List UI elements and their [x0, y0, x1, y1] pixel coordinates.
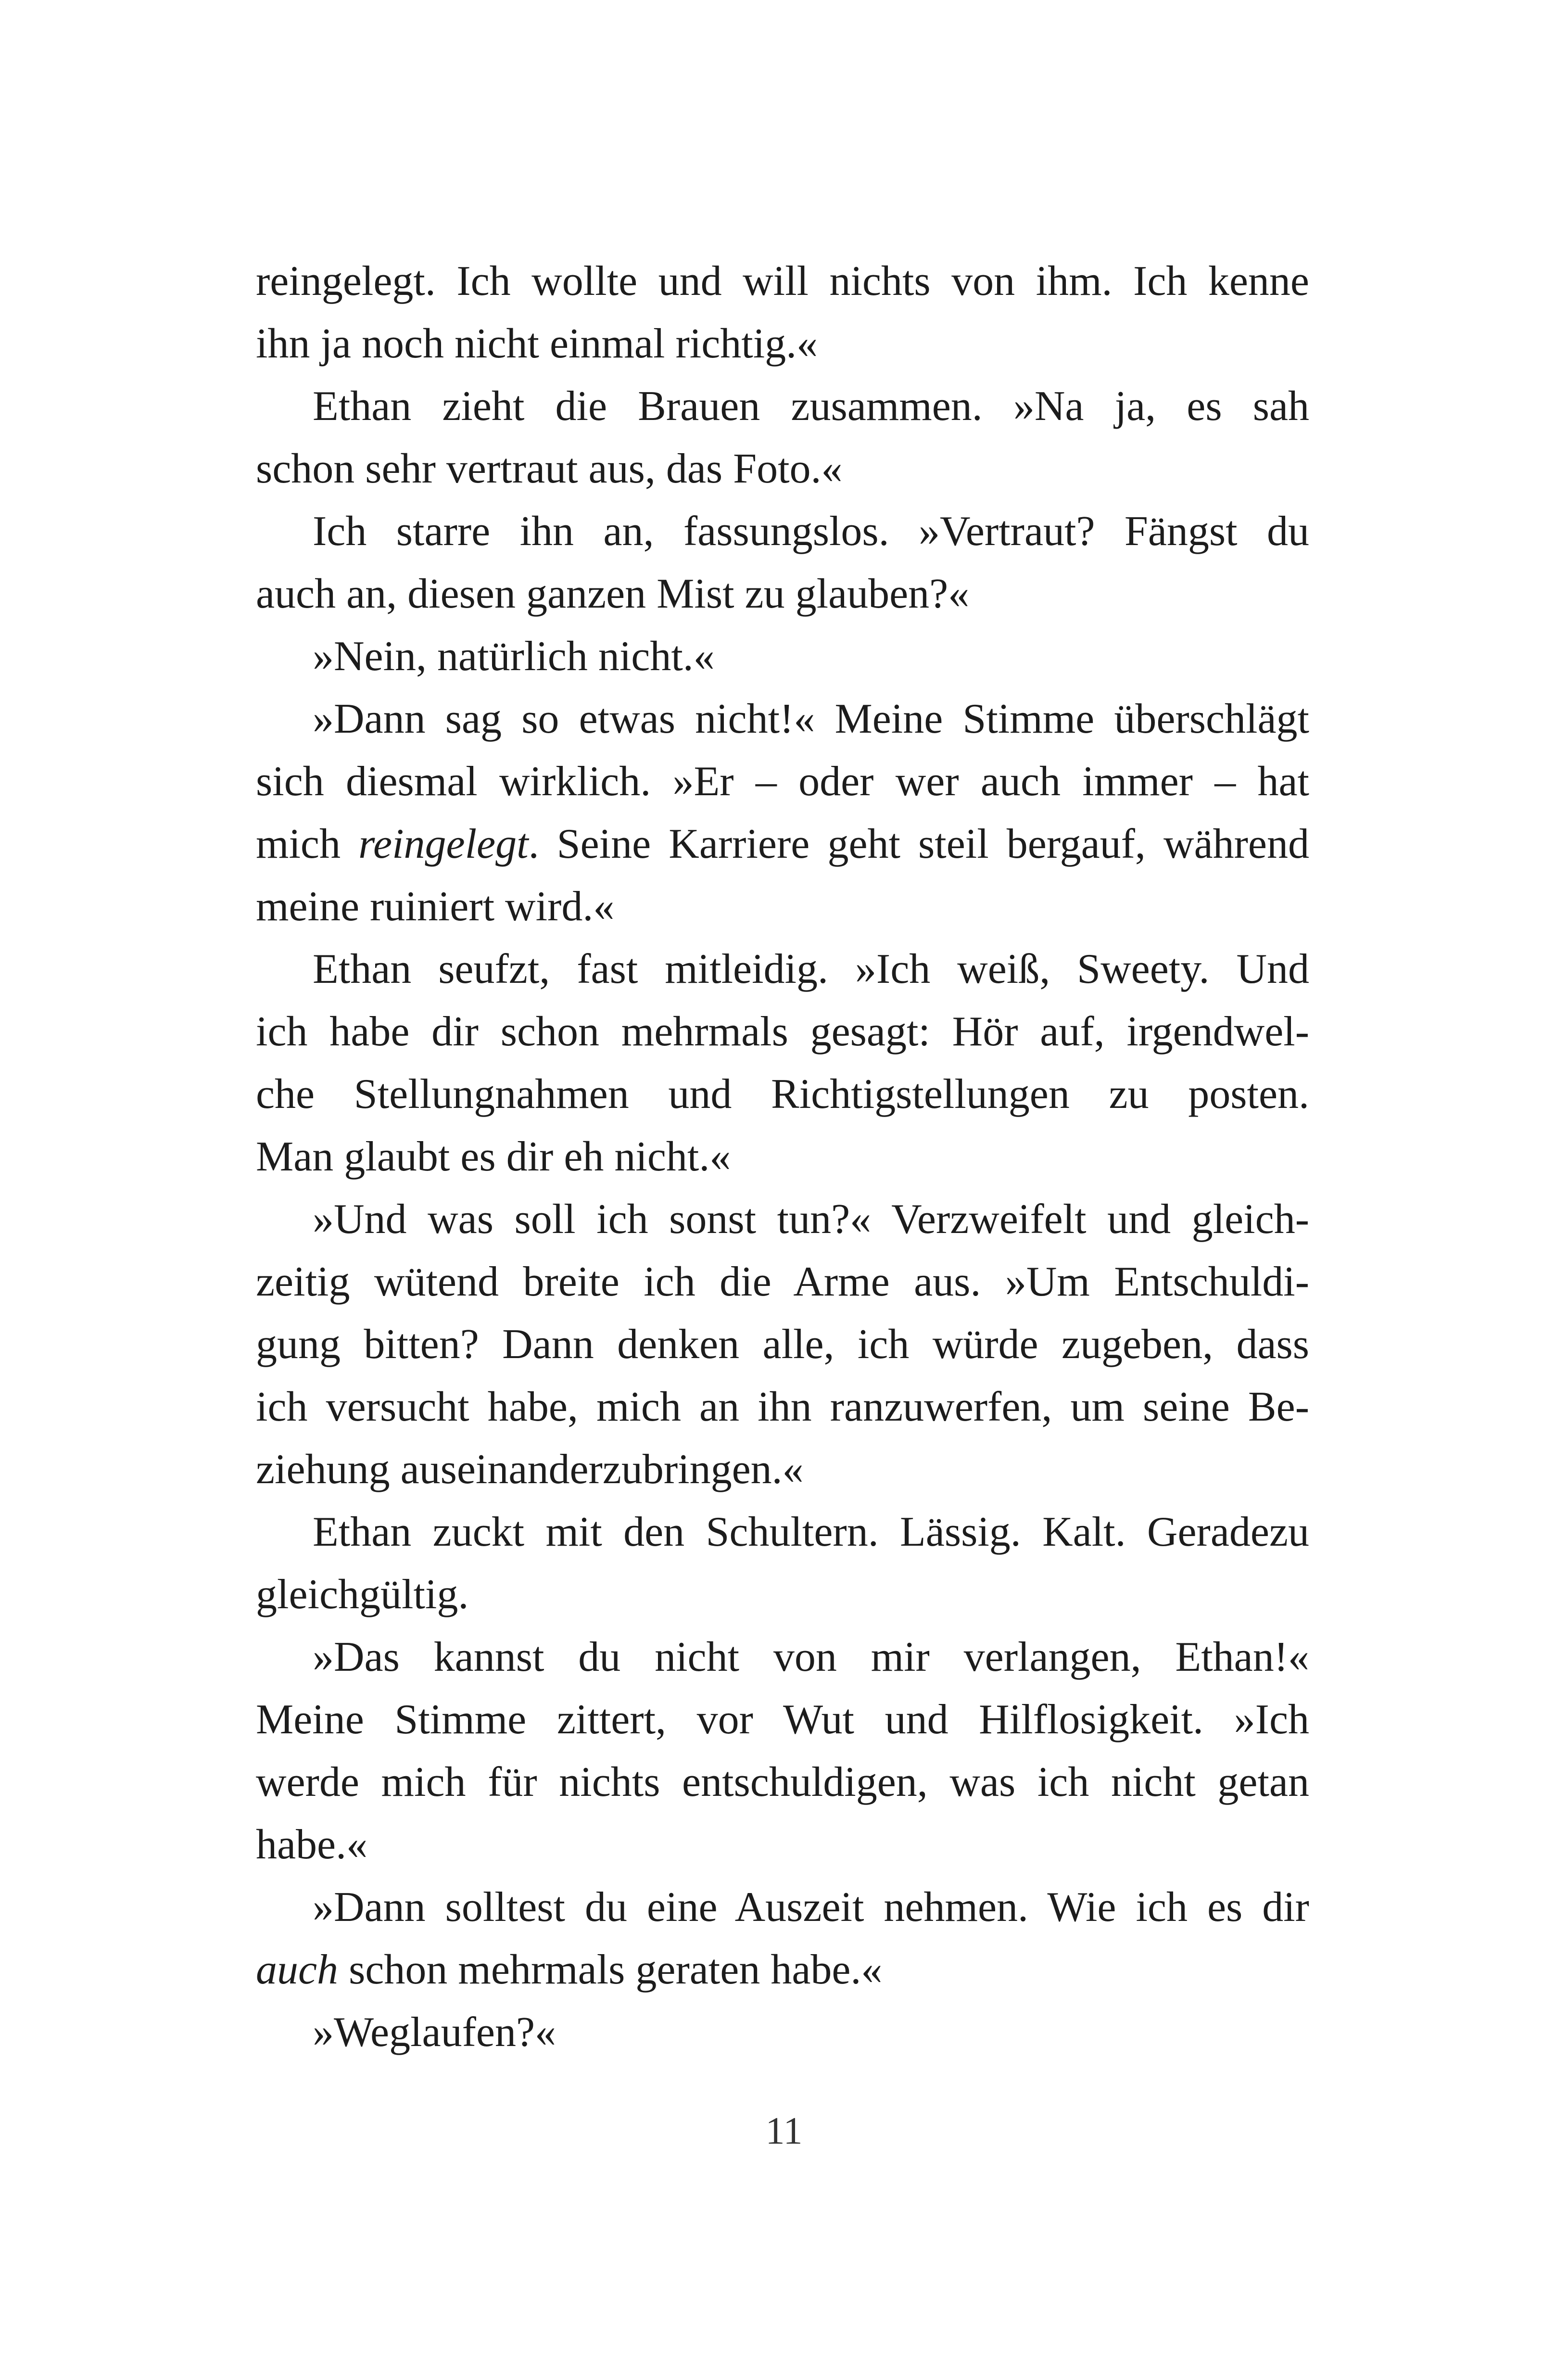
text-line: [256, 1814, 367, 1876]
text-span: gung bitten? Dann denken alle, ich würde zugeben, dass: [256, 1321, 1309, 1368]
text-span: »Dann sag so etwas nicht!« Meine Stimme überschlägt: [313, 696, 1309, 742]
text-line: [256, 313, 818, 375]
text-span: habe.«: [256, 1821, 368, 1868]
text-span: schon sehr vertraut aus, das Foto.«: [256, 445, 843, 492]
text-line: [256, 1563, 468, 1626]
paragraph-start-line: [313, 938, 1309, 1001]
text-line: [256, 1001, 1309, 1063]
text-span: Man glaubt es dir eh nicht.«: [256, 1133, 731, 1180]
paragraph-start-line: [313, 1626, 1309, 1689]
text-span: »Nein, natürlich nicht.«: [313, 633, 715, 680]
paragraph-start-line: [313, 1188, 1309, 1251]
text-span: zeitig wütend breite ich die Arme aus. »Um Entschuldi-: [256, 1258, 1309, 1305]
text-span: ich habe dir schon mehrmals gesagt: Hör auf, irgendwel-: [256, 1008, 1309, 1055]
text-line: [256, 250, 1309, 313]
text-span: mich: [256, 821, 359, 867]
text-line: [256, 750, 1309, 813]
text-span: Ethan zieht die Brauen zusammen. »Na ja, es sah: [313, 383, 1309, 430]
text-span: gleichgültig.: [256, 1571, 469, 1618]
text-span: ich versucht habe, mich an ihn ranzuwerfen, um seine Be-: [256, 1384, 1309, 1430]
text-span: auch an, diesen ganzen Mist zu glauben?«: [256, 571, 970, 617]
paragraph-start-line: [313, 500, 1309, 563]
text-line: [256, 813, 1309, 876]
text-line: [256, 876, 614, 938]
text-line: [256, 1689, 1309, 1751]
italic-emphasis: reingelegt: [358, 821, 529, 867]
text-line: [256, 1438, 804, 1501]
text-span: »Weglaufen?«: [313, 2009, 556, 2056]
text-span: »Das kannst du nicht von mir verlangen, Ethan!«: [313, 1634, 1309, 1680]
text-span: . Seine Karriere geht steil bergauf, während: [528, 821, 1309, 867]
text-span: sich diesmal wirklich. »Er – oder wer auch immer – hat: [256, 758, 1309, 805]
text-line: [256, 563, 969, 625]
text-span: Ethan zuckt mit den Schultern. Lässig. Kalt. Geradezu: [313, 1509, 1309, 1555]
text-line: [256, 438, 843, 500]
italic-emphasis: auch: [256, 1946, 339, 1993]
text-span: »Dann solltest du eine Auszeit nehmen. Wie ich es dir: [313, 1884, 1309, 1931]
text-line: [256, 1126, 731, 1188]
text-span: Meine Stimme zittert, vor Wut und Hilflosigkeit. »Ich: [256, 1696, 1309, 1743]
text-span: che Stellungnahmen und Richtigstellungen zu posten.: [256, 1071, 1309, 1118]
text-span: schon mehrmals geraten habe.«: [338, 1946, 883, 1993]
paragraph-start-line: [313, 688, 1309, 750]
page-number: 11: [765, 2110, 803, 2152]
paragraph-start-line: [313, 2001, 556, 2064]
text-span: ihn ja noch nicht einmal richtig.«: [256, 320, 818, 367]
paragraph-start-line: [313, 1876, 1309, 1939]
text-line: [256, 1751, 1309, 1814]
text-span: »Und was soll ich sonst tun?« Verzweifelt und gleich-: [313, 1196, 1309, 1243]
text-span: meine ruiniert wird.«: [256, 883, 615, 930]
paragraph-start-line: [313, 625, 715, 688]
text-span: reingelegt. Ich wollte und will nichts von ihm. Ich kenne: [256, 258, 1309, 305]
text-line: [256, 1939, 882, 2001]
text-span: werde mich für nichts entschuldigen, was ich nicht getan: [256, 1759, 1309, 1805]
paragraph-start-line: [313, 1501, 1309, 1563]
text-span: Ethan seufzt, fast mitleidig. »Ich weiß, Sweety. Und: [313, 946, 1309, 992]
text-line: [256, 1376, 1309, 1438]
paragraph-start-line: [313, 375, 1309, 438]
text-line: [256, 1063, 1309, 1126]
text-span: ziehung auseinanderzubringen.«: [256, 1446, 804, 1493]
text-line: [256, 1313, 1309, 1376]
text-span: Ich starre ihn an, fassungslos. »Vertraut? Fängst du: [313, 508, 1309, 555]
text-line: [256, 1251, 1309, 1313]
